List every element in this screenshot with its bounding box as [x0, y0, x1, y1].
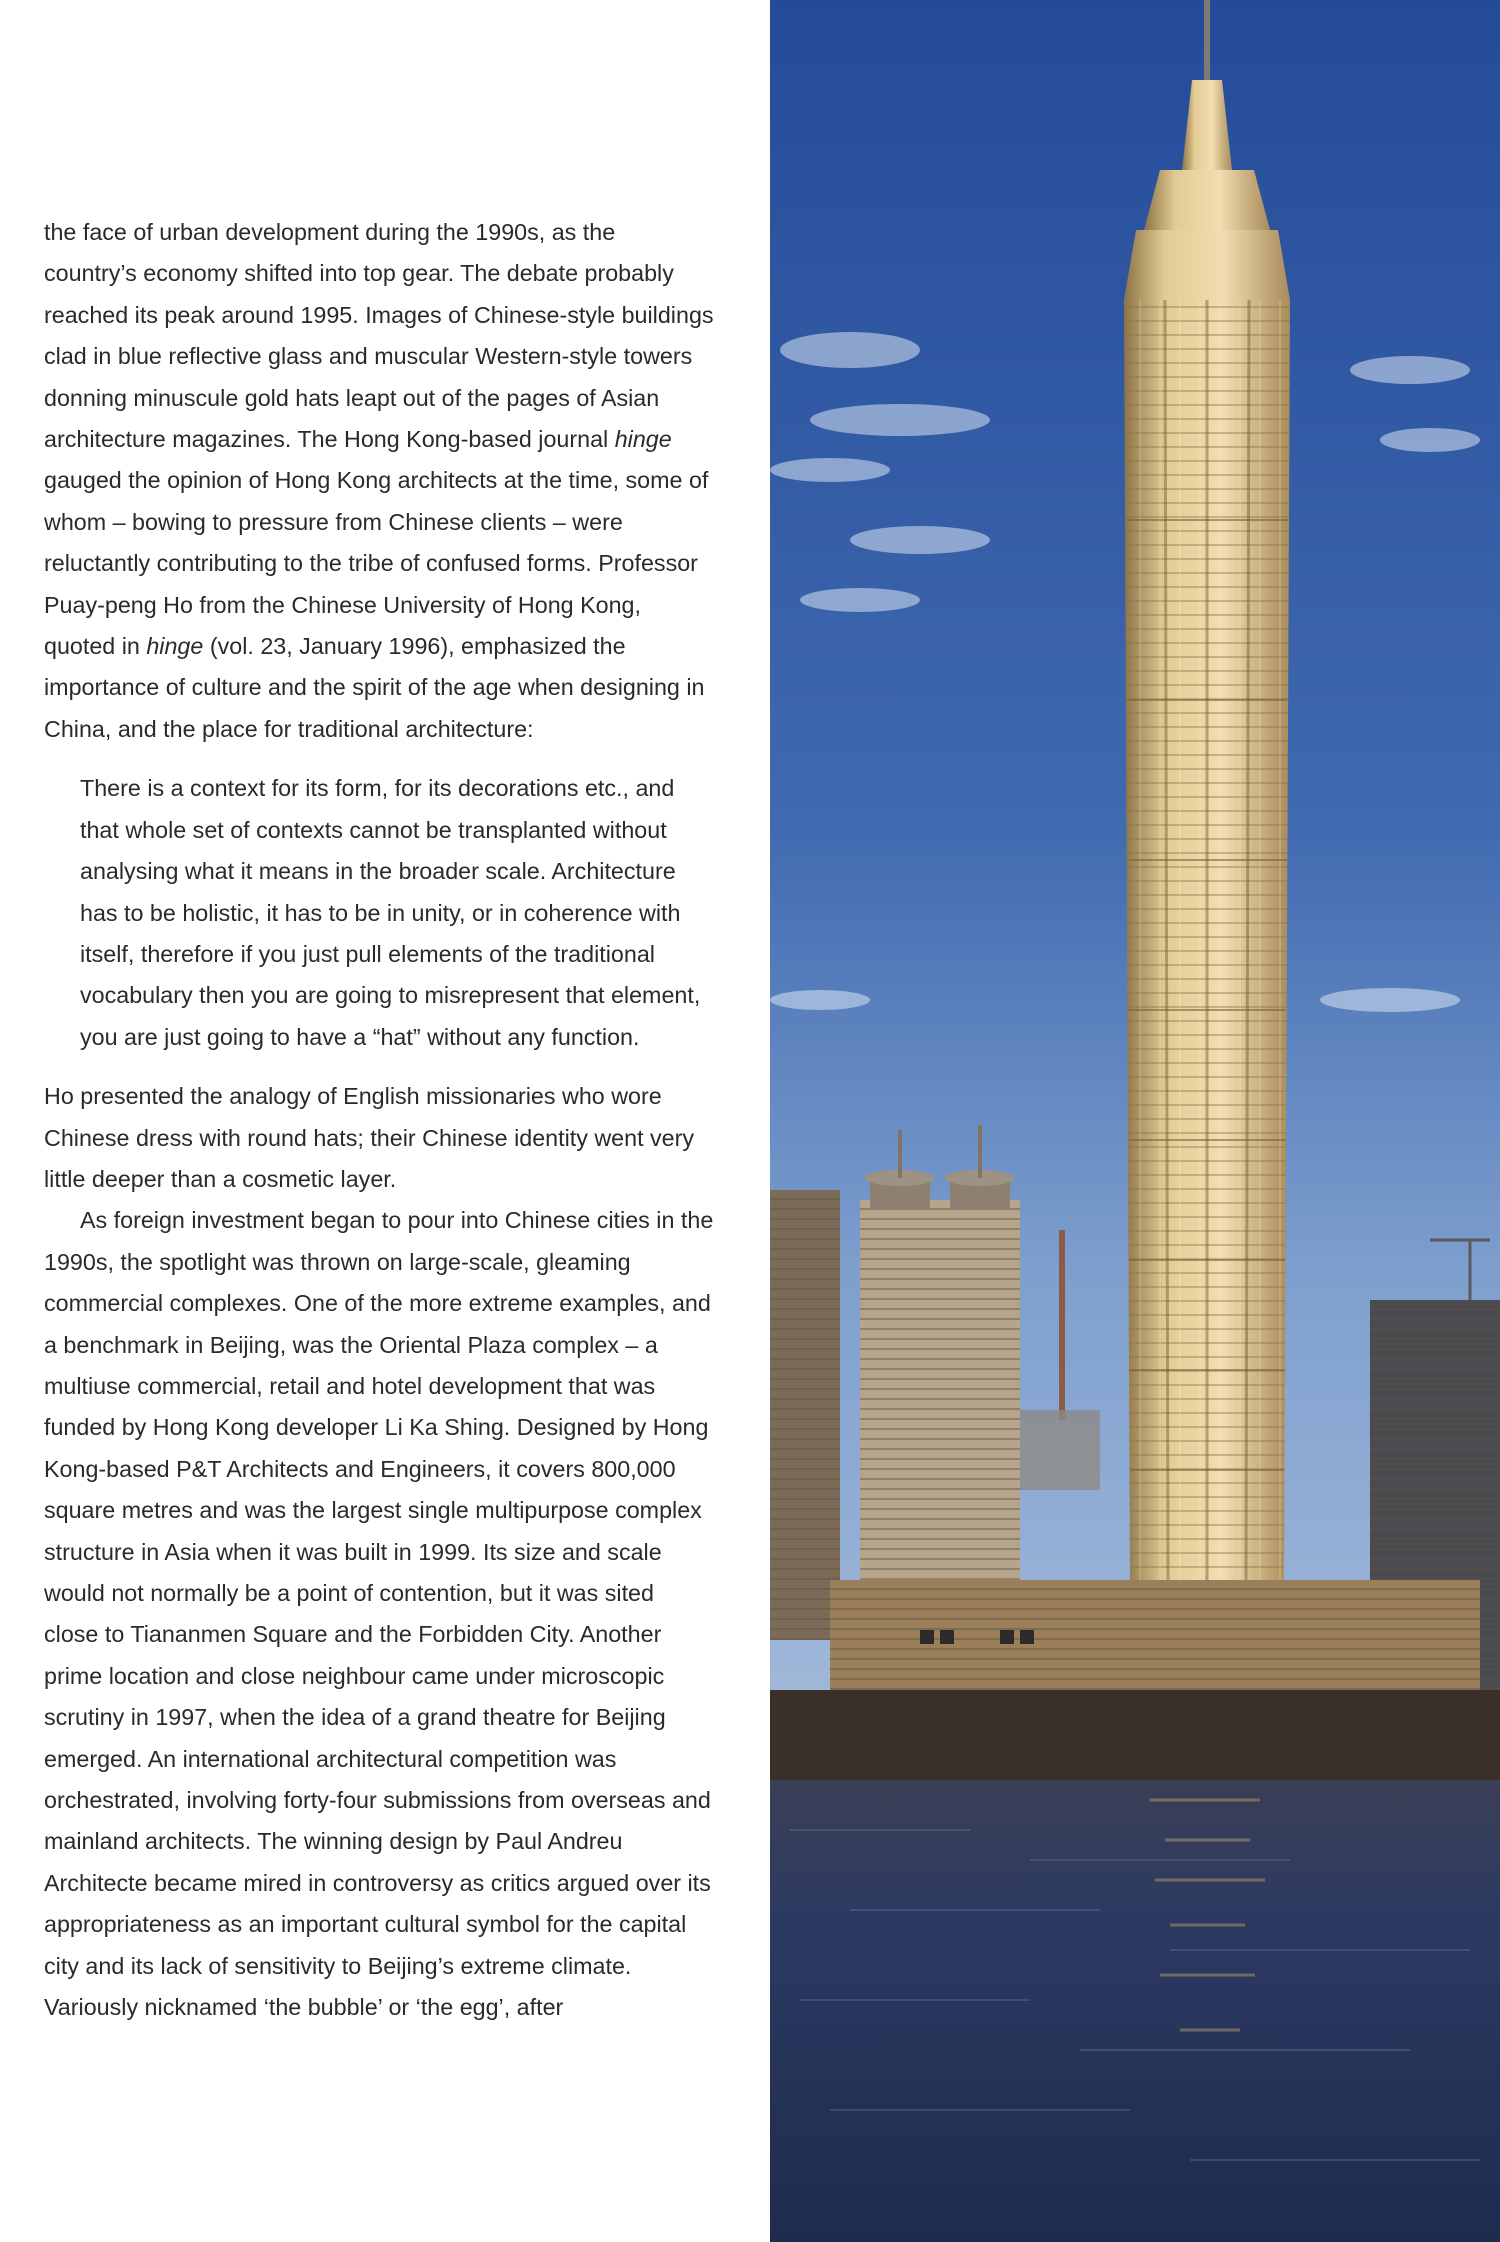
- paragraph-2: Ho presented the analogy of English missionaries who wore Chinese dress with round hats; their Chinese identity went very little deeper than a cosmetic layer.: [44, 1083, 695, 1192]
- podium-building: [830, 1580, 1480, 1690]
- main-tower: [1124, 0, 1290, 1580]
- paragraph-1-part-c: (vol. 23, January 1996), emphasized the importance of culture and the spirit of the age when designing in China, and the place for traditional architecture:: [44, 633, 705, 742]
- paragraph-1-part-b: gauged the opinion of Hong Kong architects at the time, some of whom – bowing to pressure from Chinese clients – were reluctantly contributing to the tribe of confused forms. Professor Puay-peng Ho from the Chinese University of Hong Kong, quoted in: [44, 467, 709, 660]
- paragraph-1: [44, 212, 714, 750]
- block-quote: There is a context for its form, for its decorations etc., and that whole set of contexts cannot be transplanted without analysing what it means in the broader scale. Architecture has to be holistic, it has to be in unity, or in coherence with itself, therefore if you just pull elements of the traditional vocabulary then you are going to misrepresent that element, you are just going to have a “hat” without any function.: [80, 775, 701, 1050]
- article-body: [44, 212, 714, 2028]
- shoreline-trees: [770, 1690, 1500, 1780]
- journal-title-hinge-2: hinge: [146, 633, 204, 660]
- paragraph-1-part-a: the face of urban development during the 1990s, as the country’s economy shifted into top gear. The debate probably reached its peak around 1995. Images of Chinese-style buildings clad in blue reflective glass and muscular Western-style towers donning minuscule gold hats leapt out of the pages of Asian architecture magazines. The Hong Kong-based journal: [44, 219, 714, 453]
- paragraph-3: As foreign investment began to pour into Chinese cities in the 1990s, the spotlight was thrown on large-scale, gleaming commercial complexes. One of the more extreme examples, and a benchmark in Beijing, was the Oriental Plaza complex – a multiuse commercial, retail and hotel development that was funded by Hong Kong developer Li Ka Shing. Designed by Hong Kong-based P&T Architects and Engineers, it covers 800,000 square metres and was the largest single multipurpose complex structure in Asia when it was built in 1999. Its size and scale would not normally be a point of contention, but it was sited close to Tiananmen Square and the Forbidden City. Another prime location and close neighbour came under microscopic scrutiny in 1997, when the idea of a grand theatre for Beijing emerged. An international architectural competition was orchestrated, involving forty-four submissions from overseas and mainland architects. The winning design by Paul Andreu Architecte became mired in controversy as critics argued over its appropriateness as an important cultural symbol for the capital city and its lack of sensitivity to Beijing’s extreme climate. Variously nicknamed ‘the bubble’ or ‘the egg’, after: [44, 1207, 714, 2021]
- river-water: [770, 1780, 1500, 2242]
- skyscraper-photo: [770, 0, 1500, 2242]
- background-tower-left: [770, 1190, 840, 1640]
- journal-title-hinge: hinge: [614, 426, 672, 453]
- bridge-structure: [1020, 1410, 1100, 1490]
- twin-towers: [860, 1125, 1020, 1640]
